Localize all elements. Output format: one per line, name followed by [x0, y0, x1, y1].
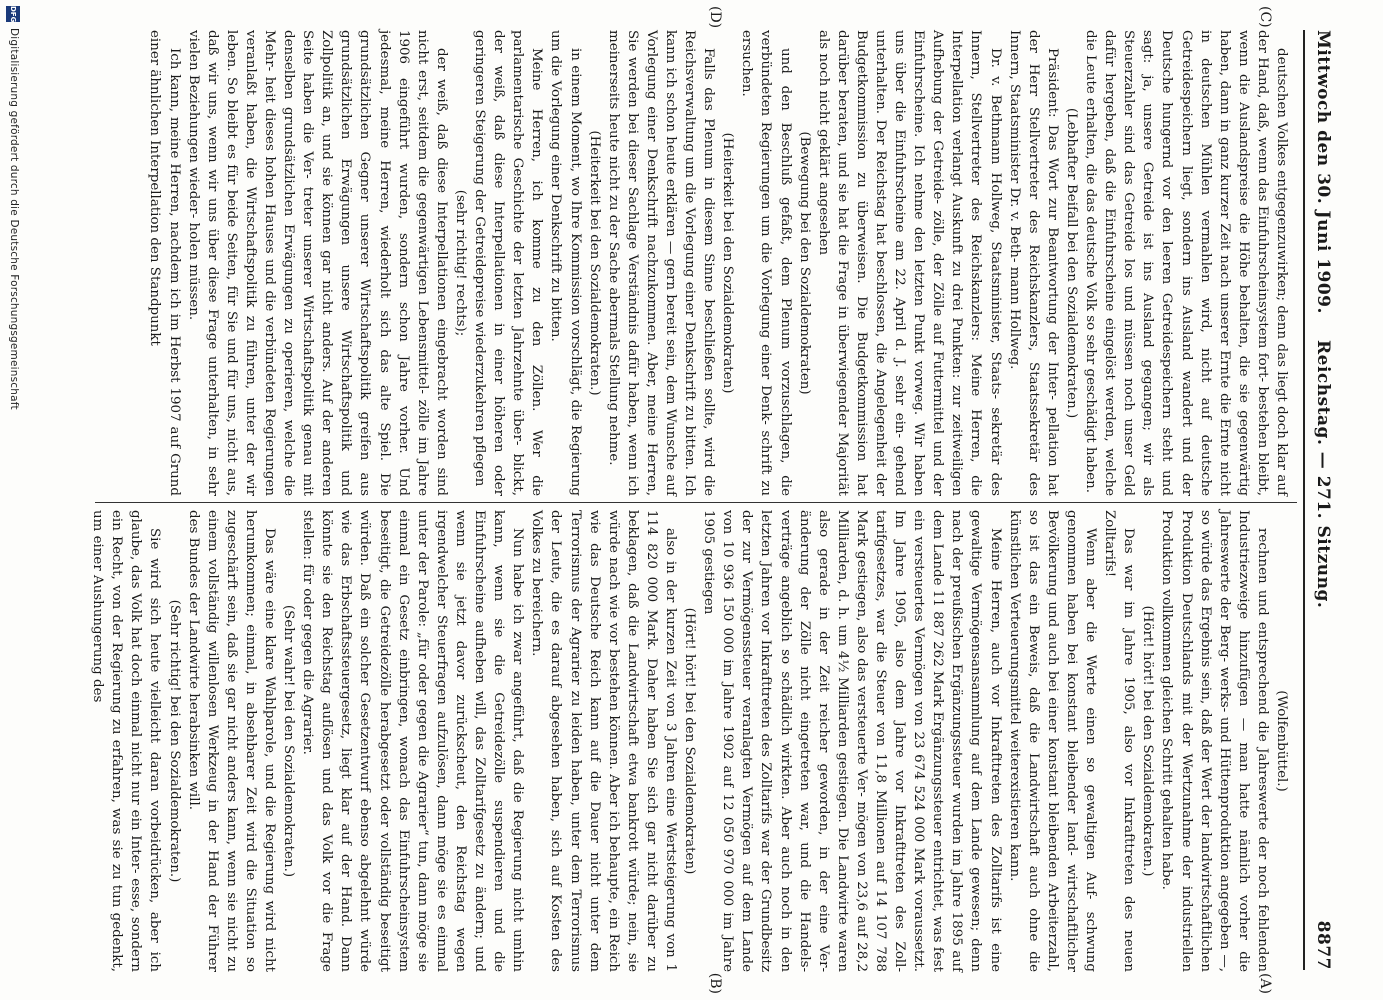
text-column-left	[95, 30, 1291, 496]
interjection: (Hört! hört! bei den Sozialdemokraten.)	[1140, 605, 1156, 877]
page-header	[1303, 30, 1337, 970]
dfg-logo: DFG	[6, 6, 20, 22]
margin-marker-c: (A)	[1257, 972, 1273, 994]
paragraph: also in der kurzen Zeit von 3 Jahren eine Wertsteigerung von 1 114 820 000 Mark. Daher haben Sie sich gar nicht darüber zu beklagen, daß die Landwirtschaft etwa bankrott würde; nein, sie würde nach wie vor bestehen können. Aber ich behaupte, ein Reich wie das Deutsche Reich kann auf die Dauer nicht unter dem Terrorismus der Agrarier zu leiden haben, unter dem Terrorismus der Leute, die es darauf abgesehen haben, sich auf Kosten des Volkes zu bereichern.	[529, 510, 678, 972]
interjection: (Heiterkeit bei den Sozialdemokraten)	[720, 132, 736, 394]
interjection: (Sehr richtig! bei den Sozialdemokraten.)	[166, 599, 182, 883]
interjection: (Lebhafter Beifall bei den Sozialdemokraten.)	[1063, 107, 1079, 419]
page-number: 8877	[1313, 920, 1333, 970]
paragraph: in einem Moment, wo Ihre Kommission vorschlägt, die Regierung um die Vorlegung einer Denkschrift zu bitten.	[548, 30, 583, 496]
paragraph: deutschen Volkes entgegenzuwirken; denn das liegt doch klar auf der Hand, daß, wenn das Einfuhrscheinsystem fort- bestehen bleibt, wenn die Auslandspreise die Höhe behalten, die sie gegenwärtig haben, dann in ganz kurzer Zeit nach unserer Ernte die Ernte nicht in deutschen Mühlen vermahlen wird, nicht auf deutsche Getreidespeichern liegt, sondern ins Ausland wandert und der Deutsche hungernd vor den leeren Getreidespeichern steht und sagt: ja, unsere Getreide ist ins Ausland gegangen; wir als Steuerzahler sind das Getreide los und müssen noch unser Geld dafür hergeben, daß die Einfuhrscheine eingelöst werden, welche die Leute erhalten, die das deutsche Volk so sehr geschädigt haben.	[1083, 30, 1289, 496]
paragraph: Sie wird sich heute vielleicht daran vorbeidrücken, aber ich glaube, das Volk hat doch einmal nicht nur ein Inter- esse, sondern ein Recht, von der Regierung zu erfahren, was sie zu tun gedenkt, um einer Aushungerung des	[90, 510, 163, 972]
paragraph: der weiß, daß diese Interpellationen eingebracht worden sind nicht erst, seitdem die gegenwärtigen Lebensmittel- zölle im Jahre 1906 eingeführt wurden, sondern schon Jahre vorher. Und jedesmal, meine Herren, wiederholt sich das alte Spiel. Die grundsätzlichen Gegner unserer Wirtschaftspolitik greifen aus grundsätzlichen Erwägungen unsere Wirtschaftspolitik und Zollpolitik an, und sie können gar nicht anders. Auf der anderen Seite haben die Ver- treter unserer Wirtschaftspolitik genau mit denselben grundsätzlichen Erwägungen zu operieren, welche die Mehr- heit dieses hohen Hauses und die verbündeten Regierungen veranlaßt haben, die Wirtschaftspolitik zu führen, unter der wir leben. So bleibt es für beide Seiten, für Sie und für uns, nicht aus, daß wir uns, wenn wir uns über diese Frage unterhalten, in sehr vielen Beziehungen wieder- holen müssen.	[185, 30, 449, 496]
text-column-right	[90, 510, 1291, 972]
interjection: (Heiterkeit bei den Sozialdemokraten.)	[586, 130, 602, 396]
margin-marker-a: (C)	[1257, 6, 1273, 28]
header-date: Mittwoch den 30. Juni 1909.	[1313, 30, 1333, 314]
margin-marker-d: (B)	[707, 972, 723, 994]
paragraph: Meine Herren, ich komme zu den Zöllen. Wer die parlamentarische Geschichte der letzten Jahrzehnte über- blickt, der weiß, daß diese Interpellationen in einer höheren oder geringeren Steigerung der Getreidepreise wiederzukehren pflegen	[472, 30, 545, 496]
paragraph: Das wäre eine klare Wahlparole, und die Regierung wird nicht herumkommen; einmal, in absehbarer Zeit wird die Situation so zugeschärft sein, daß sie gar nicht anders kann, wenn sie nicht zu einem vollständig willenlosen Werkzeug in der Hand der Führer des Bundes der Landwirte herabsinken will.	[185, 510, 278, 972]
margin-marker-b: (D)	[707, 6, 723, 29]
paragraph: Das war im Jahre 1905, also vor Inkrafttreten des neuen Zolltarifs!	[1102, 510, 1137, 972]
paragraph: Ich kann, meine Herren, nachdem ich im Herbst 1907 auf Grund einer ähnlichen Interpellation den Standpunkt	[147, 30, 182, 496]
interjection: (Hört! hört! bei den Sozialdemokraten)	[682, 607, 698, 875]
paragraph: Wenn aber die Werte einen so gewaltigen Auf- schwung genommen haben bei konstant bleibender land- wirtschaftlicher Bevölkerung und auch bei einer konstant bleibenden Arbeiterzahl, so ist das ein Beweis, daß die Landwirtschaft auch ohne die künstlichen Verteuerungsmittel weiterexistieren kann.	[1006, 510, 1099, 972]
interjection: (Bewegung bei den Sozialdemokraten)	[796, 131, 812, 395]
speaker-tag: (Wolfenbüttel.)	[1274, 690, 1289, 792]
page-footer	[0, 0, 24, 1000]
column-divider	[95, 502, 1297, 503]
paragraph: rechnen und entsprechend die Jahreswerte der noch fehlenden Industriezweige hinzufügen — man hatte nämlich vorher die Jahreswerte der Berg- werks- und Hüttenproduktion angegeben —, so würde das Ergebnis sein, daß der Wert der landwirtschaftlichen Produktion Deutschlands mit der Wertzunahme der industriellen Produktion vollkommen gleichen Schritt gehalten habe.	[1159, 510, 1270, 972]
paragraph: und den Beschluß gefaßt, dem Plenum vorzuschlagen, die verbündeten Regierungen um die Vorlegung einer Denk- schrift zu ersuchen.	[739, 30, 793, 496]
paragraph: Falls das Plenum in diesem Sinne beschließen sollte, wird die Reichsverwaltung um die Vorlegung einer Denkschrift zu bitten. Ich kann ich schon heute erklären — gern bereit sein, dem Wunsche auf Vorlegung einer Denkschrift nachzukommen. Aber, meine Herren, Sie werden bei dieser Sachlage Verständnis dafür haben, wenn ich meinerseits heute nicht zu der Sache abermals Stellung nehme.	[605, 30, 717, 496]
interjection: (sehr richtig! rechts);	[452, 189, 468, 337]
interjection: (Sehr wahr! bei den Sozialdemokraten.)	[281, 604, 297, 878]
paragraph: Meine Herren, auch vor Inkrafttreten des Zolltarifs ist eine gewaltige Vermögensansammlung auf dem Lande gewesen; denn nach der preußischen Ergänzungssteuer wurden im Jahre 1895 auf dem Lande 11 887 262 Mark Ergänzungssteuer entrichtet, was fest ein versteuertes Vermögen von 23 674 524 000 Mark voraussetzt. Im Jahre 1905, also dem Jahre vor Inkrafttreten des Zoll- tarifgesetzes, war die Steuer von 11,8 Millionen auf 14 107 788 Mark gestiegen, also das versteuerte Ver- mögen von 23,6 auf 28,2 Milliarden, d. h. um 4½ Milliarden gestiegen. Die Landwirte waren also gerade in der Zeit reicher geworden, in der eine Ver- änderung der Zölle nicht eingetreten war, und die Handels- verträge angeblich so schädlich wirkten. Aber auch noch in den letzten Jahren vor Inkrafttreten des Zolltarifs war der Grundbesitz der zur Vermögenssteuer veranlagten Vermögen auf dem Lande von 10 936 150 000 im Jahre 1902 auf 12 050 970 000 im Jahre 1905 gestiegen	[701, 510, 1003, 972]
digitization-credit: Digitalisierung gefördert durch die Deutsche Forschungsgemeinschaft	[8, 28, 20, 410]
paragraph: Präsident: Das Wort zur Beantwortung der Inter- pellation hat der Herr Stellvertreter des Reichskanzlers, Staatssekretär des Innern, Staatsminister Dr. v. Beth- mann Hollweg.	[1006, 30, 1060, 496]
paragraph: Dr. v. Bethmann Hollweg, Staatsminister, Staats- sekretär des Innern, Stellvertreter des Reichskanzlers: Meine Herren, die Interpellation verlangt Auskunft zu drei Punkten: zur zeitweiligen Aufhebung der Getreide- zölle, der Zölle auf Futtermittel und der Einfuhrscheine. Ich nehme den letzten Punkt vorweg. Wir haben uns über die Einfuhrscheine am 22. April d. J. sehr ein- gehend unterhalten. Der Reichstag hat beschlossen, die Angelegenheit der Budgetkommission zu überweisen. Die Budgetkommission hat darüber beraten, und sie hat die Frage in überwiegender Majorität als noch nicht geklärt angesehen	[815, 30, 1003, 496]
paragraph: Nun habe ich zwar angeführt, daß die Regierung nicht umhin kann, wenn sie die Getreidezölle suspendieren und die Einfuhrscheine aufheben will, das Zolltarifgesetz zu ändern; und wenn sie jetzt davor zurückscheut, den Reichstag wegen irgendwelcher Steuerfragen aufzulösen, dann möge sie es einmal unter der Parole: „für oder gegen die Agrarier“ tun, dann möge sie einmal ein Gesetz einbringen, wonach das Einfuhrscheinsystem beseitigt, die Getreidezölle herabgesetzt oder vollständig beseitigt würden. Daß ein solcher Gesetzentwurf ebenso abgelehnt würde wie das Erbschaftssteuergesetz, liegt klar auf der Hand. Dann könnte sie den Reichstag auflösen und das Volk vor die Frage stellen: für oder gegen die Agrarier.	[300, 510, 526, 972]
header-title: Reichstag. — 271. Sitzung.	[1313, 340, 1333, 609]
